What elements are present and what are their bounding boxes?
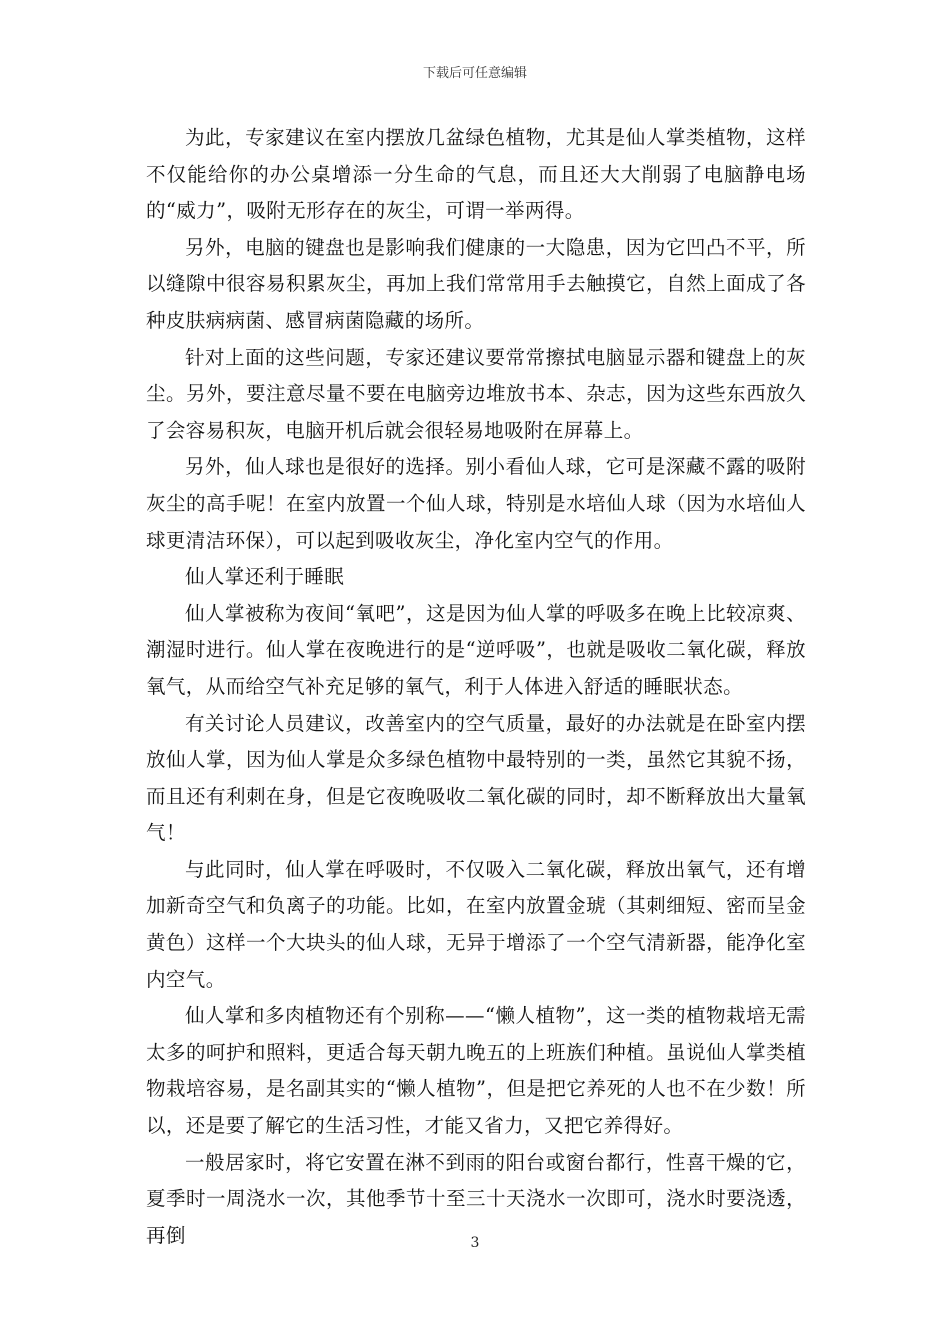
page-header: 下载后可任意编辑	[422, 66, 527, 81]
paragraph: 仙人掌被称为夜间“氧吧”，这是因为仙人掌的呼吸多在晚上比较凉爽、潮湿时进行。仙人掌在夜晚进行的是“逆呼吸”，也就是吸收二氧化碳，释放氧气，从而给空气补充足够的氧气，利于人体进入舒适的睡眠状态。	[146, 601, 806, 698]
paragraph: 仙人掌和多肉植物还有个别称——“懒人植物”，这一类的植物栽培无需太多的呵护和照料，更适合每天朝九晚五的上班族们种植。虽说仙人掌类植物栽培容易，是名副其实的“懒人植物”，但是把它养死的人也不在少数！所以，还是要了解它的生活习性，才能又省力，又把它养得好。	[146, 1004, 806, 1138]
body-text	[146, 120, 806, 1254]
paragraph: 与此同时，仙人掌在呼吸时，不仅吸入二氧化碳，释放出氧气，还有增加新奇空气和负离子的功能。比如，在室内放置金琥（其刺细短、密而呈金黄色）这样一个大块头的仙人球，无异于增添了一个空气清新器，能净化室内空气。	[146, 857, 806, 991]
section-heading: 仙人掌还利于睡眠	[185, 565, 345, 589]
paragraph: 有关讨论人员建议，改善室内的空气质量，最好的办法就是在卧室内摆放仙人掌，因为仙人掌是众多绿色植物中最特别的一类，虽然它其貌不扬，而且还有利刺在身，但是它夜晚吸收二氧化碳的同时，却不断释放出大量氧气！	[146, 711, 806, 845]
paragraph: 针对上面的这些问题，专家还建议要常常擦拭电脑显示器和键盘上的灰尘。另外，要注意尽量不要在电脑旁边堆放书本、杂志，因为这些东西放久了会容易积灰，电脑开机后就会很轻易地吸附在屏幕上。	[146, 345, 806, 442]
paragraph: 为此，专家建议在室内摆放几盆绿色植物，尤其是仙人掌类植物，这样不仅能给你的办公桌增添一分生命的气息，而且还大大削弱了电脑静电场的“威力”，吸附无形存在的灰尘，可谓一举两得。	[146, 126, 806, 223]
paragraph: 另外，仙人球也是很好的选择。别小看仙人球，它可是深藏不露的吸附灰尘的高手呢！在室内放置一个仙人球，特别是水培仙人球（因为水培仙人球更清洁环保），可以起到吸收灰尘，净化室内空气的作用。	[146, 455, 806, 552]
page-number: 3	[470, 1235, 480, 1251]
paragraph: 另外，电脑的键盘也是影响我们健康的一大隐患，因为它凹凸不平，所以缝隙中很容易积累灰尘，再加上我们常常用手去触摸它，自然上面成了各种皮肤病病菌、感冒病菌隐藏的场所。	[146, 235, 806, 332]
paragraph: 一般居家时，将它安置在淋不到雨的阳台或窗台都行，性喜干燥的它，夏季时一周浇水一次，其他季节十至三十天浇水一次即可，浇水时要浇透，再倒	[146, 1150, 806, 1247]
